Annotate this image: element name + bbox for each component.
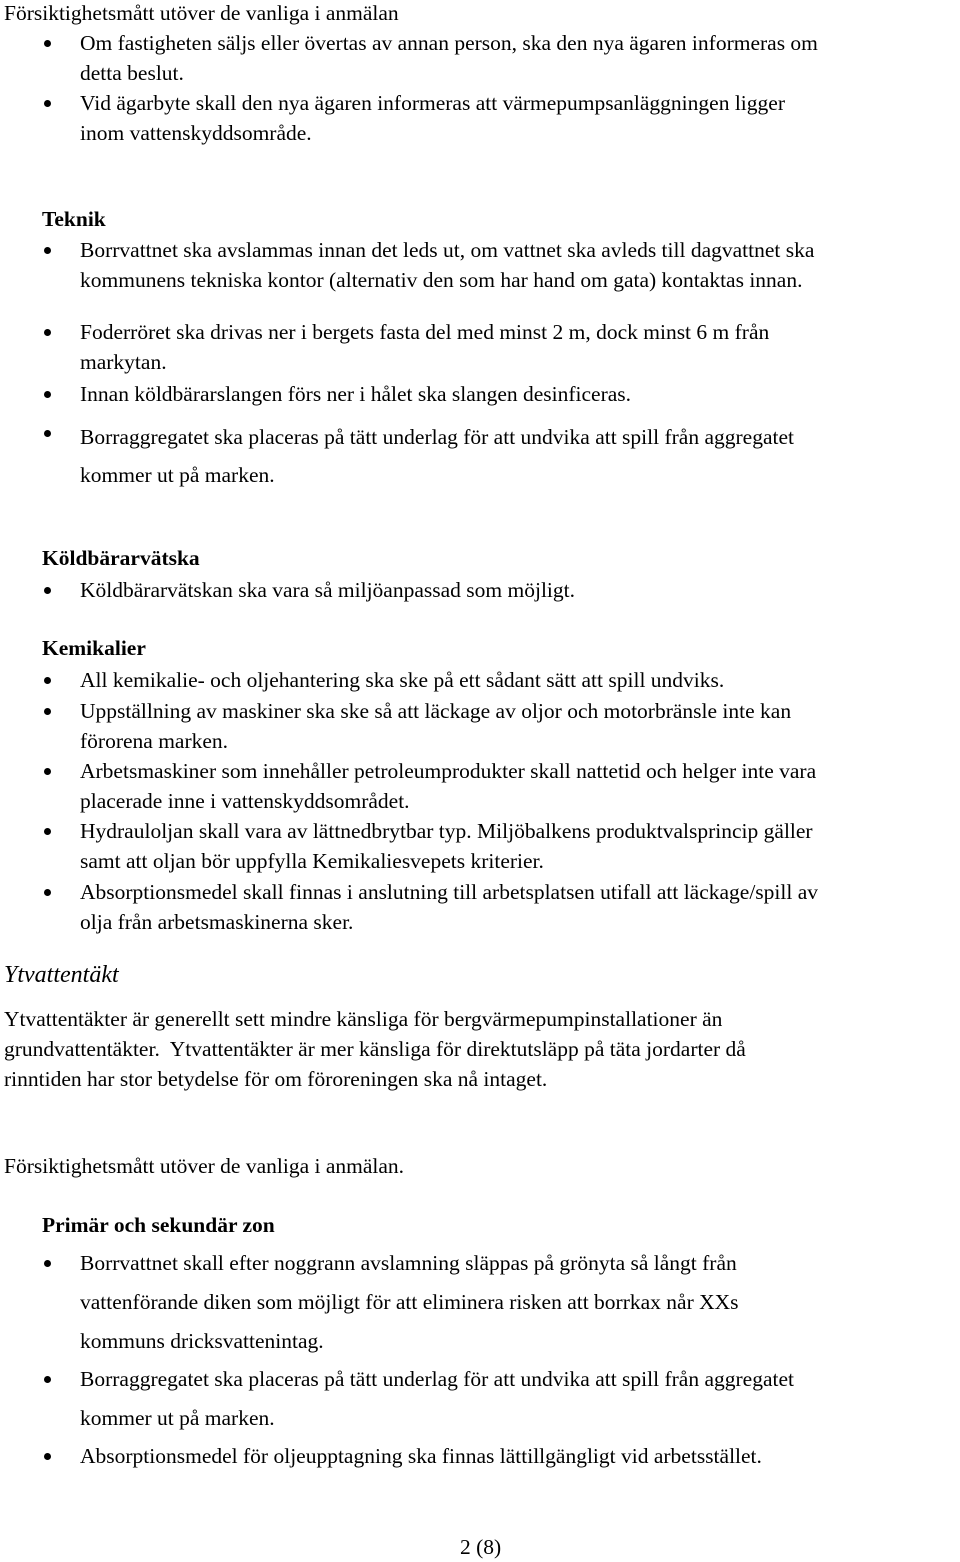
bullet-icon [44,1260,51,1267]
list-item: All kemikalie- och oljehantering ska ske på ett sådant sätt att spill undviks. [80,668,725,692]
list-item: Foderröret ska drivas ner i bergets fasta del med minst 2 m, dock minst 6 m från markytan. [80,320,770,374]
bullet-icon [44,768,51,775]
bullet-icon [44,1453,51,1460]
bullet-icon [44,889,51,896]
list-item: Absorptionsmedel för oljeupptagning ska finnas lättillgängligt vid arbetsstället. [80,1444,762,1468]
bullet-icon [44,100,51,107]
bullet-icon [44,708,51,715]
bullet-icon [44,247,51,254]
bullet-icon [44,40,51,47]
bullet-icon [44,1376,51,1383]
section-heading-koldbararvatska: Köldbärarvätska [42,546,200,570]
list-item: Vid ägarbyte skall den nya ägaren informeras att värmepumpsanläggningen ligger inom vattenskyddsområde. [80,91,785,145]
list-item: Köldbärarvätskan ska vara så miljöanpassad som möjligt. [80,578,575,602]
list-item: Borraggregatet ska placeras på tätt underlag för att undvika att spill från aggregatet kommer ut på marken. [80,1367,794,1430]
bullet-icon [44,677,51,684]
section-heading-kemikalier: Kemikalier [42,636,146,660]
list-item: Borraggregatet ska placeras på tätt underlag för att undvika att spill från aggregatet kommer ut på marken. [80,425,794,487]
list-item: Uppställning av maskiner ska ske så att läckage av oljor och motorbränsle inte kan förorena marken. [80,699,792,753]
ytvattentakt-subheading: Försiktighetsmått utöver de vanliga i anmälan. [4,1154,405,1178]
section-heading-primar: Primär och sekundär zon [42,1213,275,1237]
bullet-icon [44,587,51,594]
list-item: Innan köldbärarslangen förs ner i hålet ska slangen desinficeras. [80,382,632,406]
list-item: Hydrauloljan skall vara av lättnedbrytbar typ. Miljöbalkens produktvalsprincip gäller samt att oljan bör uppfylla Kemikaliesvepets kriterier. [80,819,813,873]
bullet-icon [44,430,51,437]
ytvattentakt-paragraph: Ytvattentäkter är generellt sett mindre känsliga för bergvärmepumpinstallationer än grundvattentäkter. Ytvattentäkter är mer känsliga för direktutsläpp på täta jordarter då rinntiden har stor betydelse för om föroreningen ska nå intaget. [4,1007,746,1091]
section-heading-teknik: Teknik [42,207,106,231]
section-heading-ytvattentakt: Ytvattentäkt [4,962,119,988]
page-number: 2 (8) [460,1535,502,1559]
bullet-icon [44,329,51,336]
list-item: Arbetsmaskiner som innehåller petroleumprodukter skall nattetid och helger inte vara placerade inne i vattenskyddsområdet. [80,759,817,813]
list-item: Borrvattnet ska avslammas innan det leds ut, om vattnet ska avleds till dagvattnet ska kommunens tekniska kontor (alternativ den som har hand om gata) kontaktas innan. [80,238,815,292]
list-item: Om fastigheten säljs eller övertas av annan person, ska den nya ägaren informeras om detta beslut. [80,31,818,85]
list-item: Borrvattnet skall efter noggrann avslamning släppas på grönyta så långt från vattenförande diken som möjligt för att eliminera risken att borrkax når XXs kommuns dricksvattenintag. [80,1251,739,1353]
intro-heading: Försiktighetsmått utöver de vanliga i anmälan [4,1,399,25]
list-item: Absorptionsmedel skall finnas i anslutning till arbetsplatsen utifall att läckage/spill av olja från arbetsmaskinerna sker. [80,880,819,934]
bullet-icon [44,828,51,835]
bullet-icon [44,391,51,398]
